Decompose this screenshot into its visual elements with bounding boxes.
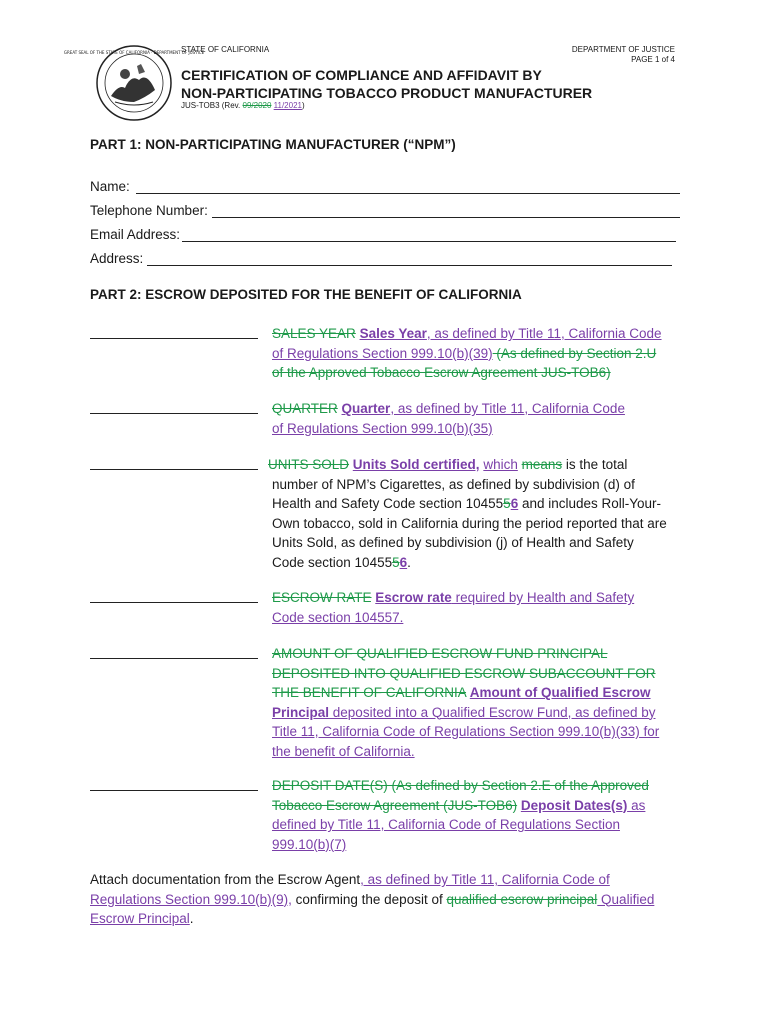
units-sold-line-4: Own tobacco, sold in California during the period reported that are xyxy=(272,515,667,531)
sales-year-deleted: SALES YEAR xyxy=(272,326,356,341)
escrow-rate-text xyxy=(272,588,692,627)
attach-text-2: confirming the deposit of xyxy=(291,891,447,907)
amount-deleted-2: DEPOSITED INTO QUALIFIED ESCROW SUBACCOUNT FOR xyxy=(272,665,656,681)
deposit-dates-def-2: defined by Title 11, California Code of Regulations Section xyxy=(272,817,620,832)
amount-label-1: Amount of Qualified Escrow xyxy=(469,685,651,700)
title-line-1: CERTIFICATION OF COMPLIANCE AND AFFIDAVIT BY xyxy=(181,67,542,83)
units-sold-digit-inserted-2: 6 xyxy=(399,554,408,570)
deposit-dates-text xyxy=(272,776,692,854)
seal-ring-text: GREAT SEAL OF THE STATE OF CALIFORNIA · DEPARTMENT OF JUSTICE xyxy=(63,50,205,55)
units-sold-line-6a: Code section 10455 xyxy=(272,554,393,570)
email-row xyxy=(90,218,680,242)
telephone-row xyxy=(90,194,680,218)
escrow-rate-deleted: ESCROW RATE xyxy=(272,590,372,605)
email-field[interactable] xyxy=(182,227,676,242)
quarter-deleted: QUARTER xyxy=(272,401,338,416)
page-title xyxy=(181,66,592,102)
address-label: Address: xyxy=(90,251,144,266)
email-label: Email Address: xyxy=(90,227,181,242)
amount-deleted-1: AMOUNT OF QUALIFIED ESCROW FUND PRINCIPAL xyxy=(272,646,608,661)
rev-deleted: 09/2020 xyxy=(242,101,272,110)
units-sold-line-3b: and includes Roll-Your- xyxy=(518,496,662,511)
units-sold-line-1: is the total xyxy=(562,457,628,472)
sales-year-def-1: , as defined by Title 11, California Code xyxy=(426,326,662,341)
name-field[interactable] xyxy=(136,179,680,194)
escrow-rate-def-1: required by Health and Safety xyxy=(451,590,635,605)
attach-ins-2: Regulations Section 999.10(b)(9), xyxy=(90,891,292,907)
units-sold-label: Units Sold certified, xyxy=(352,457,480,472)
units-sold-digit-deleted: 5 xyxy=(503,496,511,511)
units-sold-line-5: Units Sold, as defined by subdivision (j) of Health and Safety xyxy=(272,535,634,550)
title-line-2: NON-PARTICIPATING TOBACCO PRODUCT MANUFACTURER xyxy=(181,85,593,101)
state-seal-image xyxy=(63,44,205,122)
deposit-dates-deleted-2: Tobacco Escrow Agreement (JUS-TOB6) xyxy=(272,797,518,813)
form-id: JUS-TOB3 (Rev. xyxy=(181,101,243,110)
name-row xyxy=(90,170,680,194)
attach-ins-4: Escrow Principal xyxy=(90,911,190,926)
quarter-field[interactable] xyxy=(90,399,258,414)
part2-heading: PART 2: ESCROW DEPOSITED FOR THE BENEFIT OF CALIFORNIA xyxy=(90,287,522,302)
deposit-dates-field[interactable] xyxy=(90,776,258,791)
attach-text-3: . xyxy=(189,911,194,926)
quarter-label: Quarter xyxy=(341,401,391,416)
part1-heading: PART 1: NON-PARTICIPATING MANUFACTURER (“NPM”) xyxy=(90,137,456,152)
units-sold-line-3a: Health and Safety Code section 10455 xyxy=(272,496,504,511)
telephone-label: Telephone Number: xyxy=(90,203,208,218)
units-sold-line-2: number of NPM’s Cigarettes, as defined by subdivision (d) of xyxy=(272,476,635,492)
deposit-dates-label: Deposit Dates(s) xyxy=(520,797,628,813)
attach-text-1: Attach documentation from the Escrow Agent xyxy=(90,872,361,887)
deposit-dates-def-1: as xyxy=(627,797,646,813)
amount-def-3: the benefit of California. xyxy=(272,743,415,759)
form-revision xyxy=(181,101,305,110)
units-sold-deleted: UNITS SOLD xyxy=(268,457,350,472)
amount-deleted-3: THE BENEFIT OF CALIFORNIA xyxy=(272,685,467,700)
amount-label-2: Principal xyxy=(272,704,330,720)
form-close: ) xyxy=(301,101,305,110)
units-sold-field[interactable] xyxy=(90,455,258,470)
amount-def-2: Title 11, California Code of Regulations Section 999.10(b)(33) for xyxy=(272,724,660,739)
units-sold-line-6b: . xyxy=(407,554,411,570)
state-label: STATE OF CALIFORNIA xyxy=(181,45,270,54)
attach-documentation-text xyxy=(90,870,690,929)
department-label: DEPARTMENT OF JUSTICE xyxy=(571,45,675,54)
attach-ins-3: Qualified xyxy=(597,891,655,907)
sales-year-field[interactable] xyxy=(90,324,258,339)
sales-year-def-2: of Regulations Section 999.10(b)(39) xyxy=(272,345,493,361)
amount-def-1: deposited into a Qualified Escrow Fund, as defined by xyxy=(329,704,656,720)
units-sold-which: which xyxy=(483,457,518,472)
units-sold-digit-deleted-2: 5 xyxy=(392,554,400,570)
address-field[interactable] xyxy=(147,251,672,266)
rev-inserted: 11/2021 xyxy=(273,101,302,110)
telephone-field[interactable] xyxy=(212,203,680,218)
quarter-def-2: of Regulations Section 999.10(b)(35) xyxy=(272,420,493,436)
quarter-def-1: , as defined by Title 11, California Code xyxy=(390,401,625,416)
attach-deleted: qualified escrow principal xyxy=(446,891,598,907)
amount-text xyxy=(272,644,692,761)
attach-ins-1: , as defined by Title 11, California Code of xyxy=(360,872,610,887)
deposit-dates-deleted-1: DEPOSIT DATE(S) (As defined by Section 2.E of the Approved xyxy=(272,778,649,793)
quarter-text xyxy=(272,399,692,438)
sales-year-text xyxy=(272,324,692,383)
units-sold-text xyxy=(268,455,693,572)
deposit-dates-def-3: 999.10(b)(7) xyxy=(272,836,347,852)
escrow-rate-def-2: Code section 104557. xyxy=(272,609,404,625)
escrow-rate-label: Escrow rate xyxy=(375,590,452,605)
address-row xyxy=(90,242,680,266)
page-number: PAGE 1 of 4 xyxy=(631,55,675,64)
units-sold-digit-inserted: 6 xyxy=(510,496,519,511)
amount-field[interactable] xyxy=(90,644,258,659)
sales-year-deleted-2: (As defined by Section 2.U xyxy=(492,345,657,361)
sales-year-deleted-3: of the Approved Tobacco Escrow Agreement JUS-TOB6) xyxy=(272,365,611,380)
sales-year-label: Sales Year xyxy=(359,326,427,341)
npm-info-form xyxy=(90,170,680,266)
name-label: Name: xyxy=(90,179,130,194)
escrow-rate-field[interactable] xyxy=(90,588,258,603)
units-sold-means-deleted: means xyxy=(521,457,563,472)
